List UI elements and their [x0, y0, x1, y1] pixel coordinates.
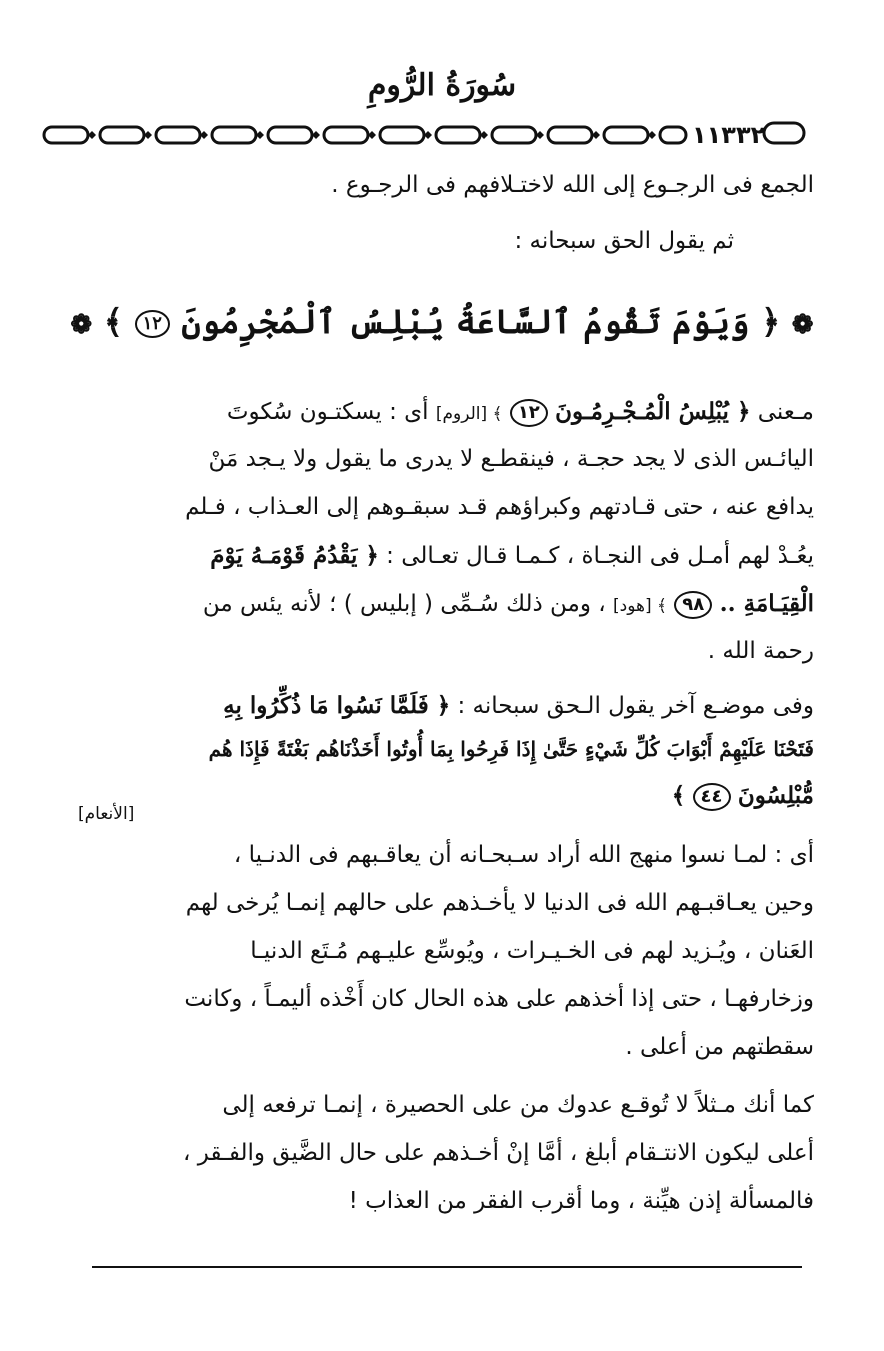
quote-span: ﴿ فَلَمَّا نَسُوا مَا ذُكِّرُوا بِهِ: [223, 692, 451, 719]
surah-reference: [الأنعام]: [78, 804, 135, 824]
paragraph-2-line-6: رحمة الله .: [707, 638, 814, 664]
paragraph-2-line-5: [84, 590, 814, 619]
paragraph-4-line-4: وزخارفهـا ، حتى إذا أخذهم على هذه الحال كان أَخْذه أليمـاً ، وكانت: [184, 986, 814, 1012]
paragraph-5-line-2: أعلى ليكون الانتـقام أبلغ ، أمَّا إنْ أخـذهم على حال الضَّيق والفـقر ،: [183, 1140, 814, 1166]
ayah-number: ٤٤: [693, 783, 731, 811]
quote-span: مُّبْلِسُونَ: [737, 782, 814, 809]
paragraph-3-line-1: [84, 692, 814, 719]
paragraph-2-line-3: يدافع عنه ، حتى قـادتهم وكبراؤهم قـد سبقـوهم إلى العـذاب ، فـلم: [185, 494, 814, 520]
ayah-number: ١٢: [510, 399, 548, 427]
surah-reference: ﴾ [الروم]: [435, 404, 503, 424]
floral-ornament-icon: ❁: [70, 310, 93, 340]
paragraph-4-line-1: أى : لمـا نسوا منهج الله أراد سـبحـانه أن يعاقـبهم فى الدنـيا ،: [233, 842, 814, 868]
paragraph-4-line-3: العَنان ، ويُـزيد لهم فى الخـيـرات ، ويُوسِّع عليـهم مُـتَع الدنيـا: [250, 938, 814, 964]
page-number: ١١٣٣٢: [692, 121, 766, 149]
text-span: ، ومن ذلك سُـمِّى ( إبليس ) ؛ لأنه يئس من: [202, 591, 606, 617]
paragraph-5-line-1: كما أنك مـثلاً لا تُوقـع عدوك من على الحصيرة ، إنمـا ترفعه إلى: [222, 1092, 814, 1118]
paragraph-2-line-2: اليائـس الذى لا يجد حجـة ، فينقطـع لا يدرى ما يقول ولا يـجد مَنْ: [208, 446, 814, 472]
text-span: يعُـدْ لهم أمـل فى النجـاة ، كـمـا قـال تعـالى :: [386, 543, 814, 569]
paragraph-2-line-1: [84, 398, 814, 427]
paragraph-4-line-2: وحين يعـاقبـهم الله فى الدنيا لا يأخـذهم على حالهم إنمـا يُرخى لهم: [185, 890, 814, 916]
verse-text: وَيَوْمَ تَقُومُ ٱلسَّاعَةُ يُبْلِسُ ٱلْمُجْرِمُونَ: [181, 302, 750, 341]
paragraph-2-line-4: [84, 542, 814, 569]
paragraph-1-line-1: الجمع فى الرجـوع إلى الله لاختـلافهم فى الرجـوع .: [331, 172, 814, 198]
text-span: مـعنى: [757, 399, 814, 425]
paragraph-4-line-5: سقطتهم من أعلى .: [625, 1034, 814, 1060]
paragraph-3-line-3: [84, 782, 814, 811]
quote-span: الْقِيَـامَةِ ..: [719, 590, 814, 617]
quran-verse: [0, 302, 884, 341]
paragraph-3-line-2: فَتَحْنَا عَلَيْهِمْ أَبْوَابَ كُلِّ شَيْءٍ حَتَّىٰ إِذَا فَرِحُوا بِمَا أُوتُوا أَخَذْنَاهُم بَغْتَةً فَإِذَا هُم: [208, 737, 814, 761]
quote-span: ﴿ يُبْلِسُ الْمُـجْـرِمُـونَ: [555, 398, 751, 425]
footer-divider: [92, 1266, 802, 1268]
verse-close-bracket: ﴾: [103, 302, 124, 341]
ayah-number: ١٢: [135, 310, 170, 338]
floral-ornament-icon: ❁: [791, 310, 814, 340]
quote-close: ﴾: [671, 782, 686, 809]
surah-reference: ﴾ [هود]: [613, 596, 667, 616]
quote-span: ﴿ يَقْدُمُ قَوْمَـهُ يَوْمَ: [210, 542, 379, 569]
verse-open-bracket: ﴿: [760, 302, 781, 341]
ayah-number: ٩٨: [674, 591, 712, 619]
paragraph-1-line-2: ثم يقول الحق سبحانه :: [514, 228, 734, 254]
text-span: وفى موضـع آخر يقول الـحق سبحانه :: [457, 693, 814, 719]
paragraph-5-line-3: فالمسألة إذن هيِّنة ، وما أقرب الفقر من العذاب !: [348, 1188, 814, 1214]
surah-title: سُورَةُ الرُّومِ: [367, 68, 517, 103]
text-span: أى : يسكتـون سُكوتَ: [226, 399, 429, 425]
